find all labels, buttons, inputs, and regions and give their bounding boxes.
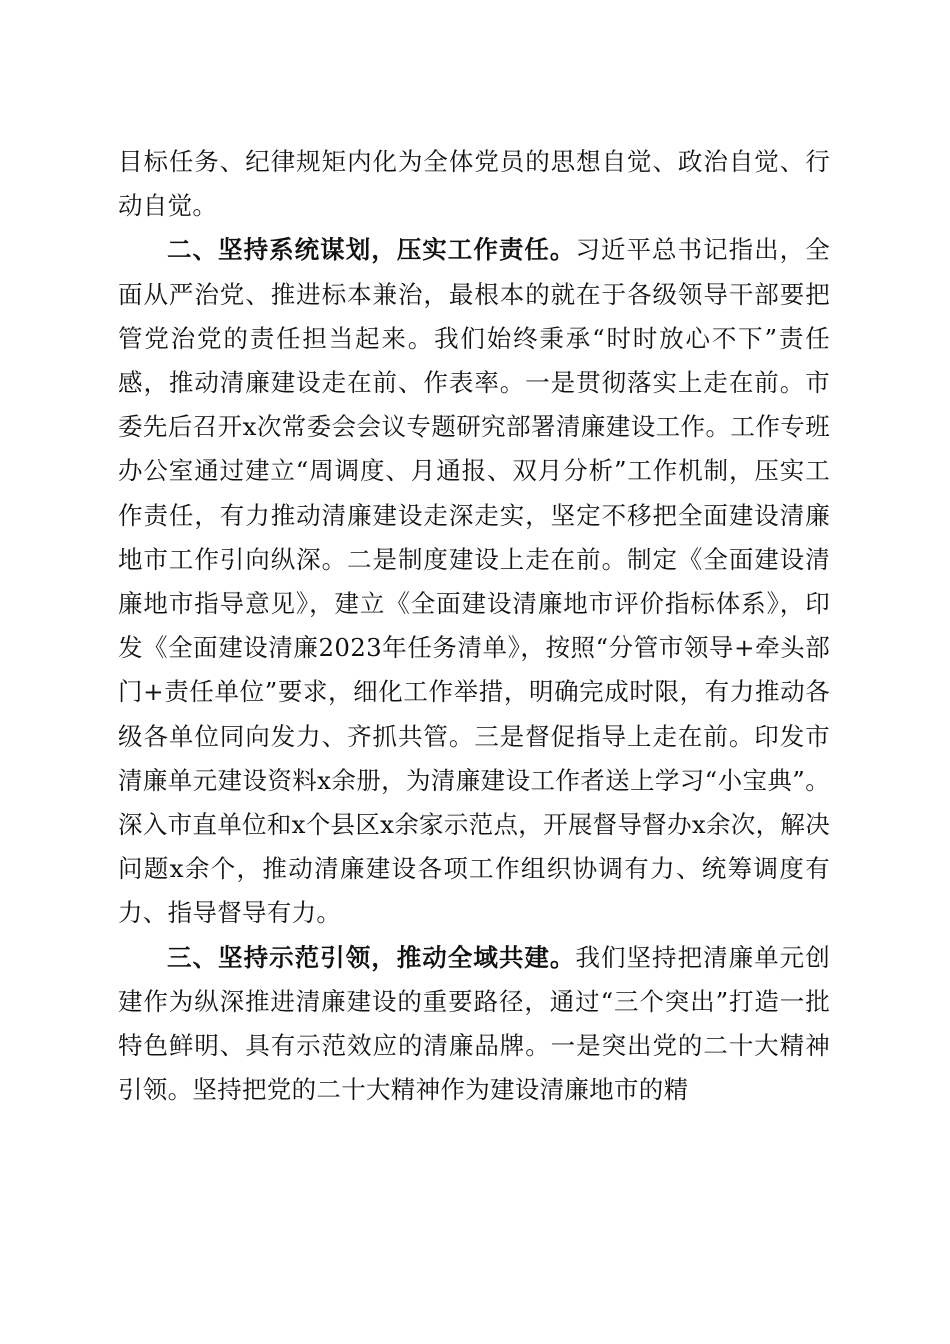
paragraph-section-two	[118, 228, 830, 935]
paragraph-text: 目标任务、纪律规矩内化为全体党员的思想自觉、政治自觉、行动自觉。	[118, 147, 830, 221]
paragraph-section-three	[118, 936, 830, 1113]
paragraph-continuation	[118, 140, 830, 228]
paragraph-text: 我们坚持把清廉单元创建作为纵深推进清廉建设的重要路径，通过“三个突出”打造一批特色鲜明、具有示范效应的清廉品牌。一是突出党的二十大精神引领。坚持把党的二十大精神作为建设清廉地市的精	[118, 942, 830, 1105]
section-heading: 三、坚持示范引领，推动全域共建。	[167, 942, 576, 972]
paragraph-text: 习近平总书记指出，全面从严治党、推进标本兼治，最根本的就在于各级领导干部要把管党治党的责任担当起来。我们始终秉承“时时放心不下”责任感，推动清廉建设走在前、作表率。一是贯彻落实上走在前。市委先后召开x次常委会会议专题研究部署清廉建设工作。工作专班办公室通过建立“周调度、月通报、双月分析”工作机制，压实工作责任，有力推动清廉建设走深走实，坚定不移把全面建设清廉地市工作引向纵深。二是制度建设上走在前。制定《全面建设清廉地市指导意见》，建立《全面建设清廉地市评价指标体系》，印发《全面建设清廉2023年任务清单》，按照“分管市领导+牵头部门+责任单位”要求，细化工作举措，明确完成时限，有力推动各级各单位同向发力、齐抓共管。三是督促指导上走在前。印发市清廉单元建设资料x余册，为清廉建设工作者送上学习“小宝典”。深入市直单位和x个县区x余家示范点，开展督导督办x余次，解决问题x余个，推动清廉建设各项工作组织协调有力、统筹调度有力、指导督导有力。	[118, 235, 830, 928]
document-body	[118, 140, 830, 1112]
section-heading: 二、坚持系统谋划，压实工作责任。	[167, 235, 576, 265]
